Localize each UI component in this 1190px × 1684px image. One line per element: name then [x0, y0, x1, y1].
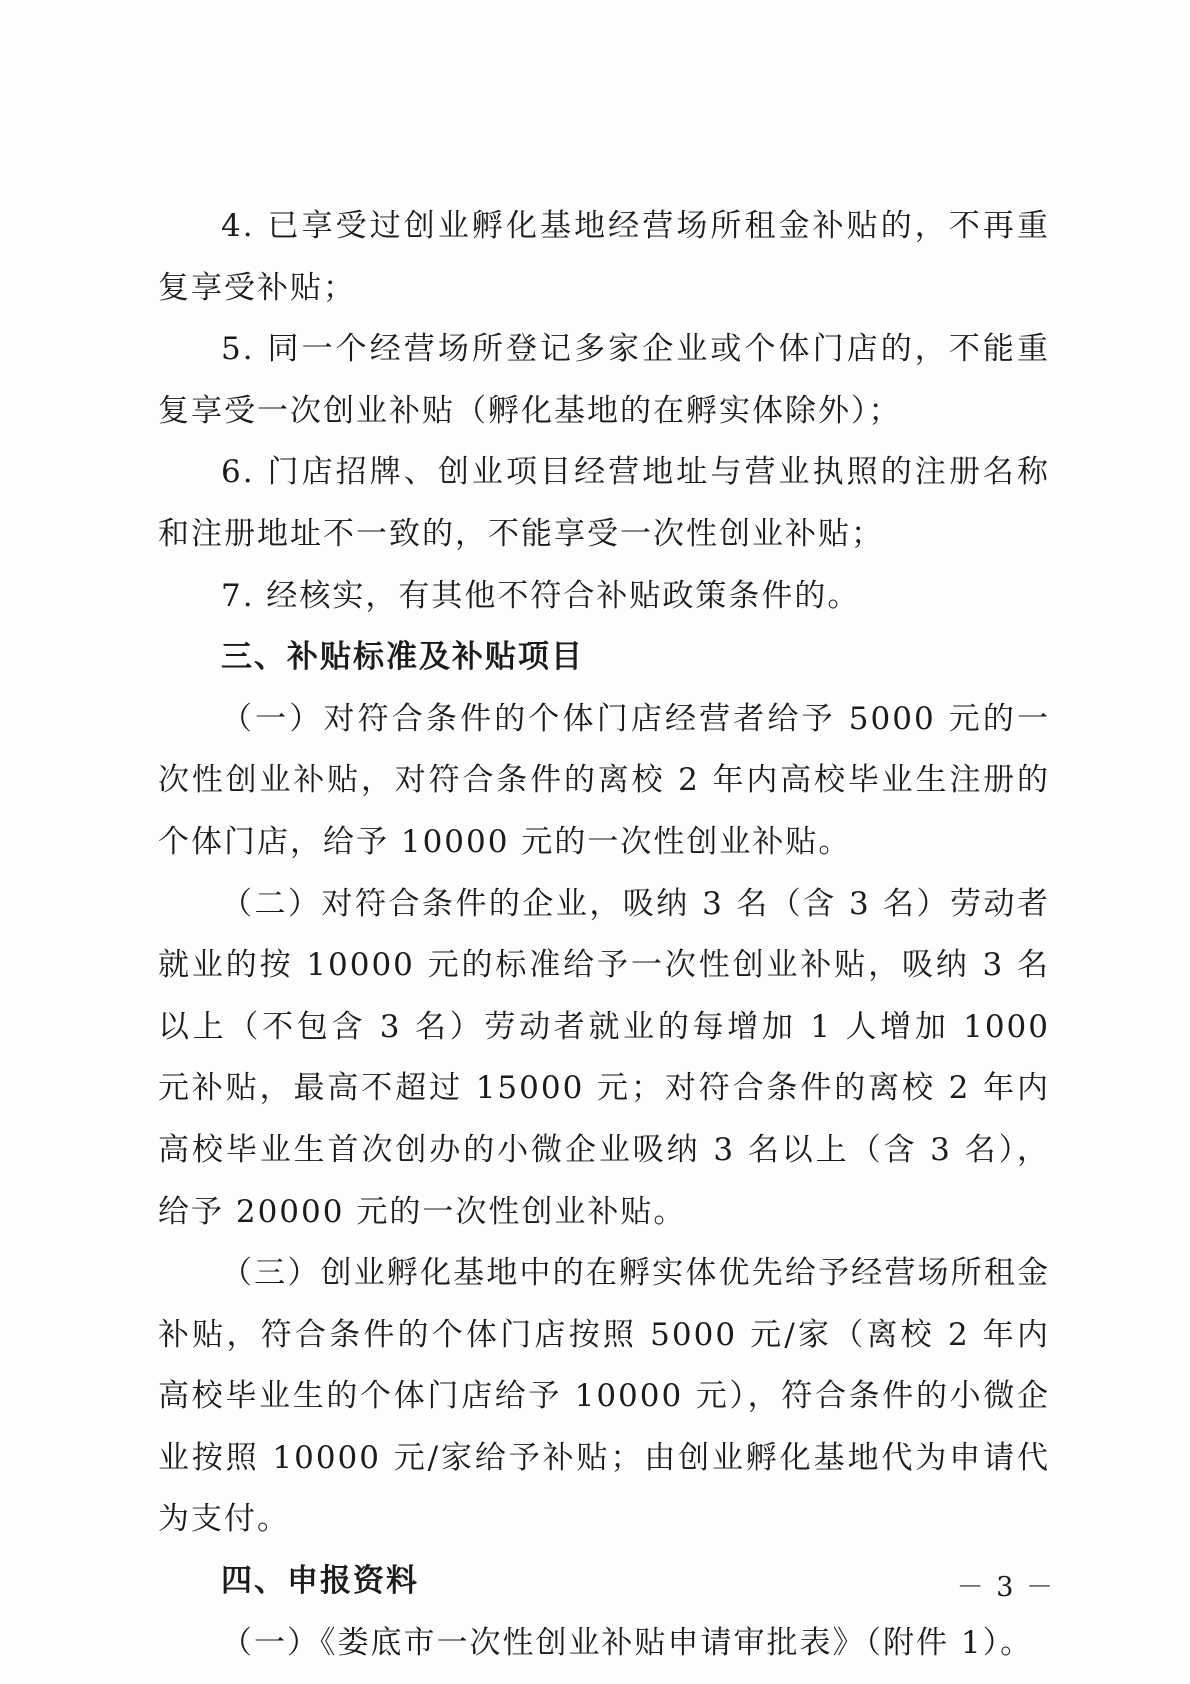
page-number: － 3 － — [956, 1572, 1055, 1603]
section-heading-subsidy-standards: 三、补贴标准及补贴项目 — [221, 639, 584, 676]
section-heading-application-materials: 四、申报资料 — [221, 1563, 419, 1600]
document-body — [158, 196, 1050, 1674]
subsidy-item-3: （三）创业孵化基地中的在孵实体优先给予经营场所租金补贴，符合条件的个体门店按照 5000 元/家（离校 2 年内高校毕业生的个体门店给予 10000 元），符合条件的小微企业按照 10000 元/家给予补贴；由创业孵化基地代为申请代为支付。 — [158, 1255, 1050, 1538]
condition-item-4: 4. 已享受过创业孵化基地经营场所租金补贴的，不再重复享受补贴； — [158, 208, 1050, 306]
condition-item-6: 6. 门店招牌、创业项目经营地址与营业执照的注册名称和注册地址不一致的，不能享受一次性创业补贴； — [158, 454, 1050, 552]
condition-item-5: 5. 同一个经营场所登记多家企业或个体门店的，不能重复享受一次创业补贴（孵化基地的在孵实体除外）； — [158, 331, 1050, 429]
material-item-1: （一）《娄底市一次性创业补贴申请审批表》（附件 1）。 — [221, 1624, 1034, 1661]
subsidy-item-1: （一）对符合条件的个体门店经营者给予 5000 元的一次性创业补贴，对符合条件的离校 2 年内高校毕业生注册的个体门店，给予 10000 元的一次性创业补贴。 — [158, 700, 1050, 860]
condition-item-7: 7. 经核实，有其他不符合补贴政策条件的。 — [221, 577, 861, 614]
subsidy-item-2: （二）对符合条件的企业，吸纳 3 名（含 3 名）劳动者就业的按 10000 元的标准给予一次性创业补贴，吸纳 3 名以上（不包含 3 名）劳动者就业的每增加 1 人增加 1000 元补贴，最高不超过 15000 元；对符合条件的离校 2 年内高校毕业生首次创办的小微企业吸纳 3 名以上（含 3 名），给予 20000 元的一次性创业补贴。 — [158, 885, 1050, 1230]
